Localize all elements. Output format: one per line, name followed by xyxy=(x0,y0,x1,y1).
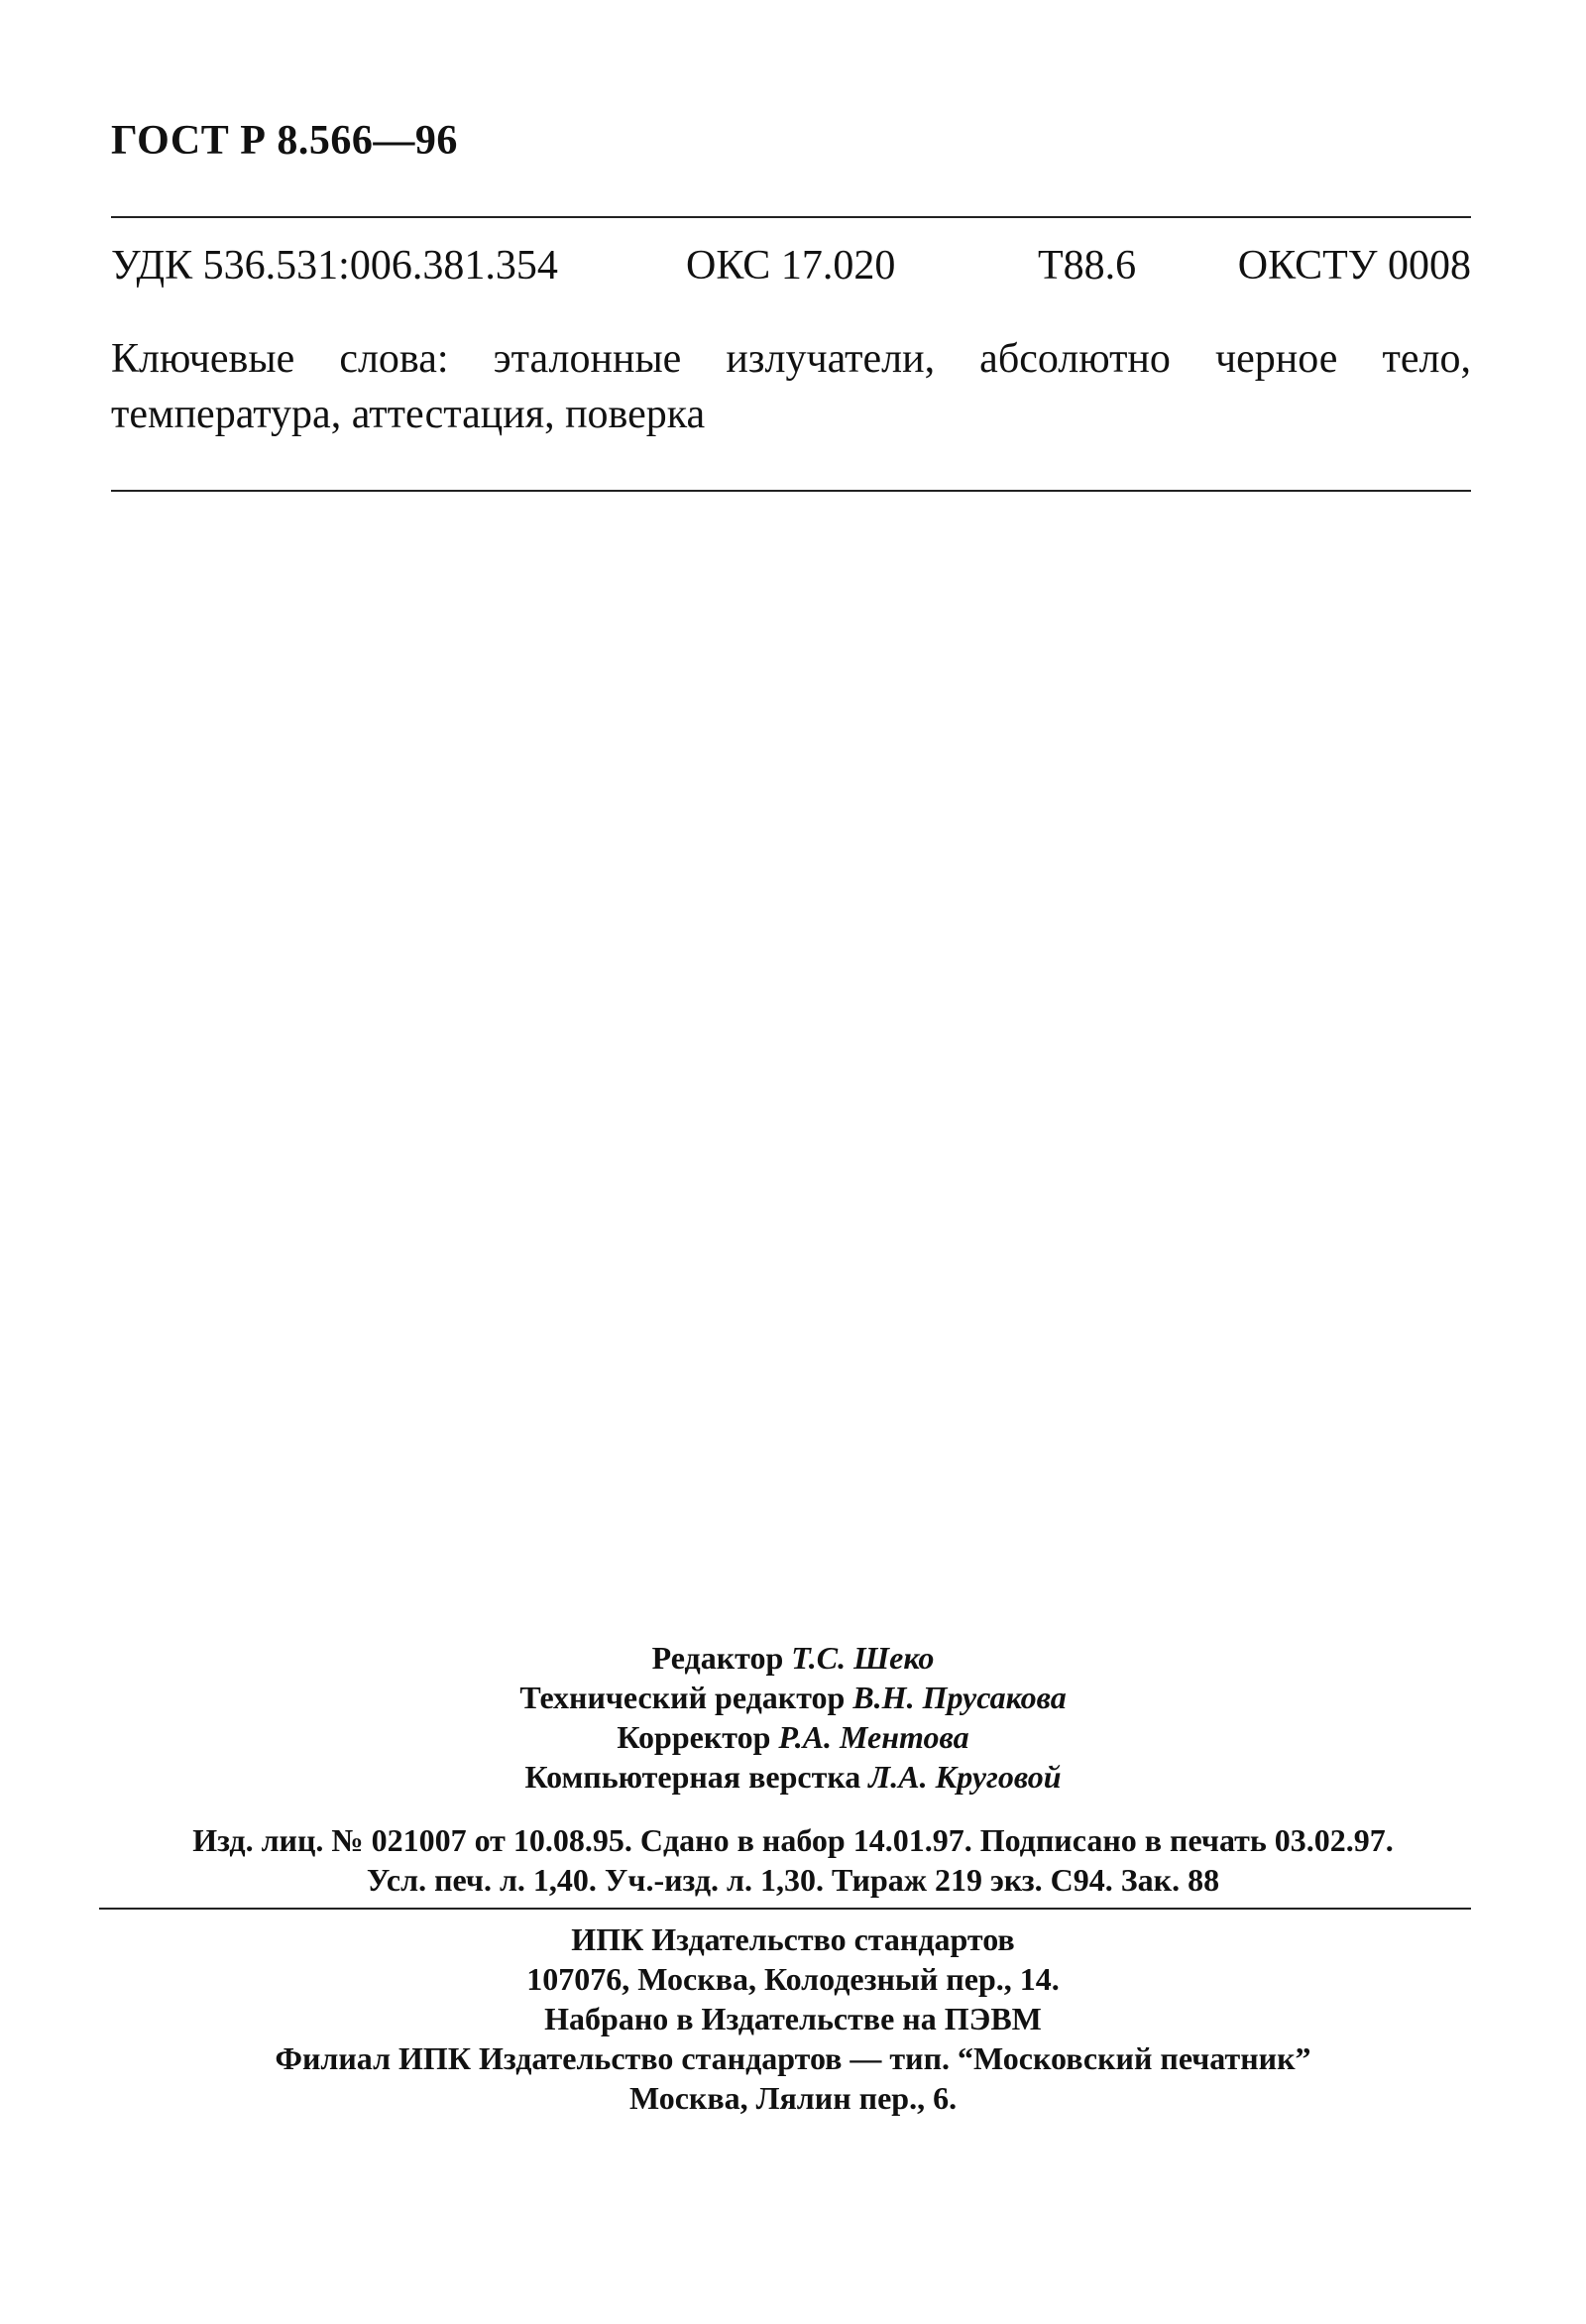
divider-imprint xyxy=(99,1908,1471,1910)
printer-line: Москва, Лялин пер., 6. xyxy=(628,2080,958,2116)
printer-line: Набрано в Издательстве на ПЭВМ xyxy=(544,2001,1042,2036)
credit-editor-role: Редактор xyxy=(651,1640,784,1676)
credit-editor xyxy=(0,1638,1586,1678)
printer-line: ИПК Издательство стандартов xyxy=(571,1921,1015,1957)
credit-corrector-name: Р.А. Ментова xyxy=(778,1719,969,1755)
udk-code: УДК 536.531:006.381.354 xyxy=(111,243,558,289)
divider-keywords xyxy=(111,490,1471,492)
credit-tech-editor xyxy=(0,1678,1586,1717)
t-code: Т88.6 xyxy=(1038,243,1137,289)
okstu-code: ОКСТУ 0008 xyxy=(1237,243,1471,289)
credit-tech-editor-role: Технический редактор xyxy=(519,1680,846,1715)
publish-info-line: Изд. лиц. № 021007 от 10.08.95. Сдано в набор 14.01.97. Подписано в печать 03.02.97. xyxy=(192,1822,1394,1858)
printer-imprint-block xyxy=(0,1919,1586,2118)
credits-block xyxy=(0,1638,1586,1797)
printer-line: Филиал ИПК Издательство стандартов — тип. “Московский печатник” xyxy=(275,2040,1311,2076)
keywords-paragraph: Ключевые слова: эталонные излучатели, абсолютно черное тело, температура, аттестация, поверка xyxy=(111,336,1471,437)
credit-corrector-role: Корректор xyxy=(617,1719,771,1755)
publish-info-block xyxy=(0,1820,1586,1900)
publish-info-line: Усл. печ. л. 1,40. Уч.-изд. л. 1,30. Тираж 219 экз. С94. Зак. 88 xyxy=(366,1862,1220,1898)
credit-layout-name: Л.А. Круговой xyxy=(868,1759,1062,1795)
credit-editor-name: Т.С. Шеко xyxy=(791,1640,935,1676)
document-number: ГОСТ Р 8.566—96 xyxy=(111,118,458,164)
oks-code: ОКС 17.020 xyxy=(686,243,896,289)
credit-layout xyxy=(0,1757,1586,1797)
credit-layout-role: Компьютерная верстка xyxy=(524,1759,861,1795)
printer-line: 107076, Москва, Колодезный пер., 14. xyxy=(526,1961,1060,1997)
credit-corrector xyxy=(0,1717,1586,1757)
divider-top xyxy=(111,216,1471,218)
credit-tech-editor-name: В.Н. Прусакова xyxy=(852,1680,1067,1715)
